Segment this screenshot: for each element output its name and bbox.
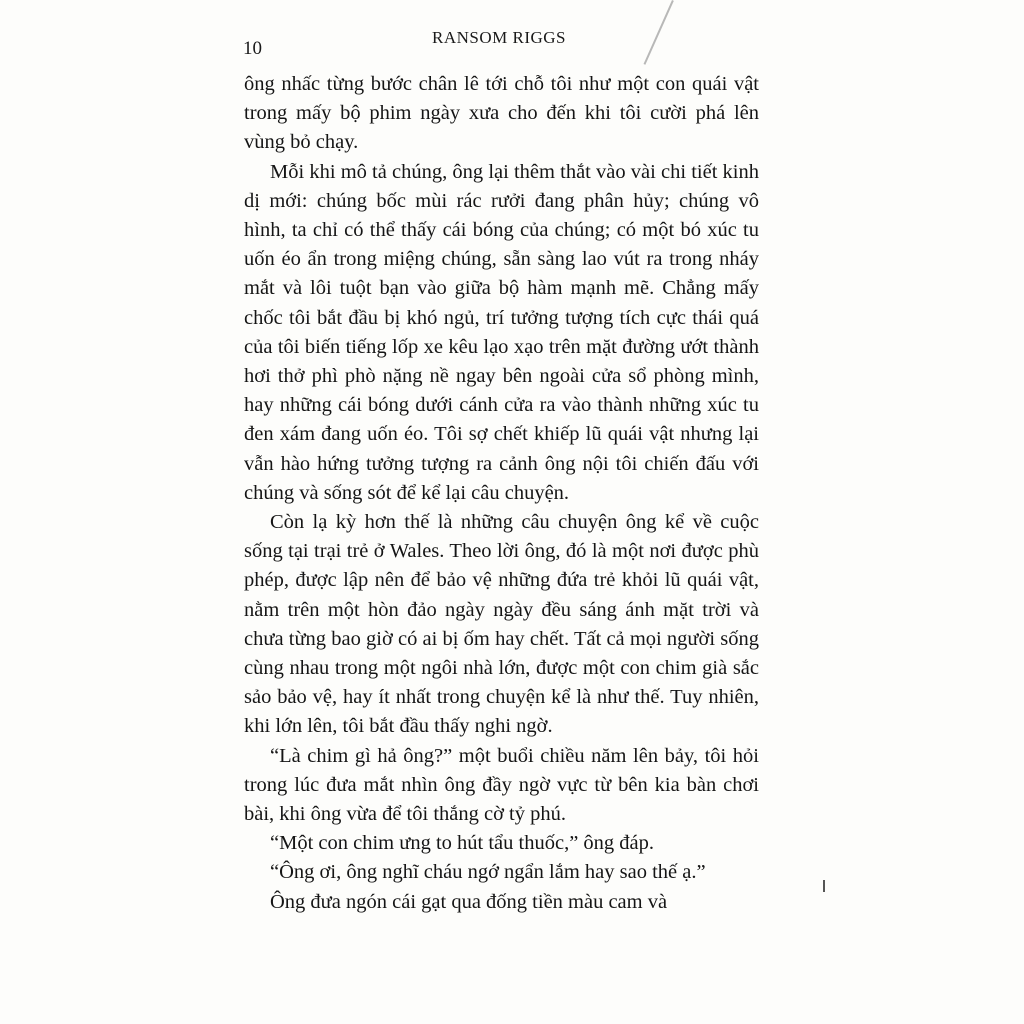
body-text [244, 70, 759, 917]
stray-ink-mark [823, 880, 825, 892]
paragraph-wales-orphanage: Còn lạ kỳ hơn thế là những câu chuyện ông kể về cuộc sống tại trại trẻ ở Wales. Theo lời ông, đó là một nơi được phù phép, được lập nên để bảo vệ những đứa trẻ khỏi lũ quái vật, nằm trên một hòn đảo ngày ngày đều sáng ánh mặt trời và chưa từng bao giờ có ai bị ốm hay chết. Tất cả mọi người sống cùng nhau trong một ngôi nhà lớn, được một con chim già sắc sảo bảo vệ, hay ít nhất trong chuyện kể là như thế. Tuy nhiên, khi lớn lên, tôi bắt đầu thấy nghi ngờ. [244, 511, 759, 738]
paragraph-grandpa-reply: “Ông ơi, ông nghĩ cháu ngớ ngẩn lắm hay sao thế ạ.” [270, 861, 706, 884]
paragraph-answer-hawk: “Một con chim ưng to hút tẩu thuốc,” ông đáp. [270, 832, 655, 855]
scan-scratch-mark [644, 0, 674, 65]
page-number: 10 [243, 38, 262, 59]
paragraph-question-bird: “Là chim gì hả ông?” một buổi chiều năm lên bảy, tôi hỏi trong lúc đưa mắt nhìn ông đầy ngờ vực từ bên kia bàn chơi bài, khi ông vừa để tôi thắng cờ tỷ phú. [244, 744, 759, 826]
paragraph-monster-details: Mỗi khi mô tả chúng, ông lại thêm thắt vào vài chi tiết kinh dị mới: chúng bốc mùi rác rưởi đang phân hủy; chúng vô hình, ta chỉ có thể thấy cái bóng của chúng; có một bó xúc tu uốn éo ẩn trong miệng chúng, sẵn sàng lao vút ra trong nháy mắt và lôi tuột bạn vào giữa bộ hàm mạnh mẽ. Chẳng mấy chốc tôi bắt đầu bị khó ngủ, trí tưởng tượng tích cực thái quá của tôi biến tiếng lốp xe kêu lạo xạo trên mặt đường ướt thành hơi thở phì phò nặng nề ngay bên ngoài cửa sổ phòng mình, hay những cái bóng dưới cánh cửa ra vào thành những xúc tu đen xám đang uốn éo. Tôi sợ chết khiếp lũ quái vật nhưng lại vẫn hào hứng tưởng tượng ra cảnh ông nội tôi chiến đấu với chúng và sống sót để kể lại câu chuyện. [244, 160, 759, 504]
running-head-author: RANSOM RIGGS [432, 28, 566, 47]
paragraph-continuation: ông nhấc từng bước chân lê tới chỗ tôi như một con quái vật trong mấy bộ phim ngày xưa cho đến khi tôi cười phá lên vùng bỏ chạy. [244, 73, 759, 154]
paragraph-final-line: Ông đưa ngón cái gạt qua đống tiền màu cam và [270, 890, 668, 913]
